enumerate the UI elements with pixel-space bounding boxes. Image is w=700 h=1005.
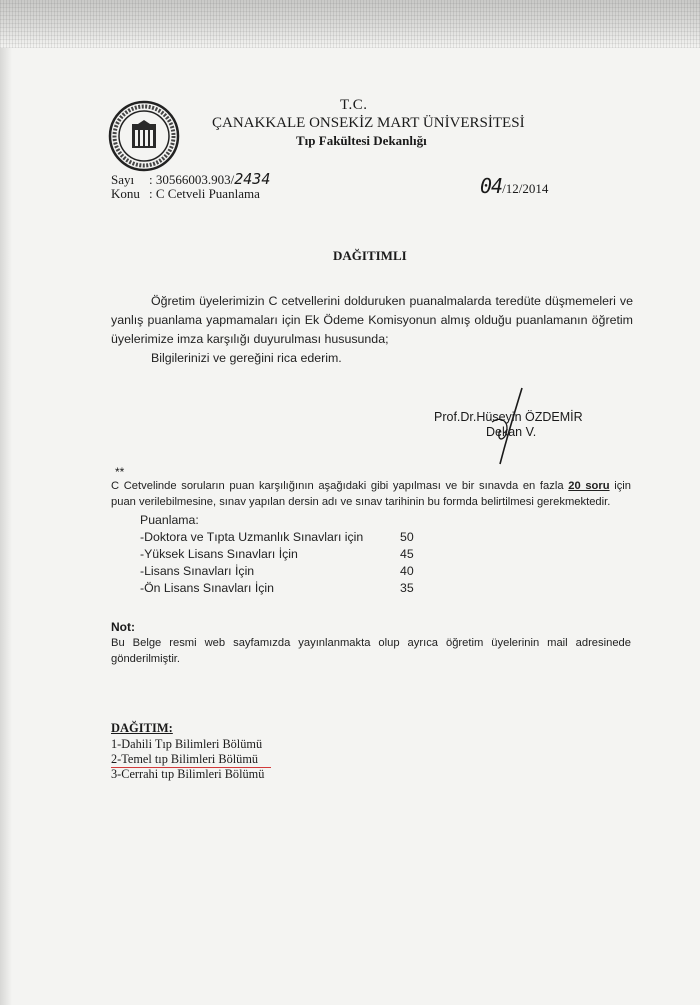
scan-noise-top <box>0 0 700 48</box>
score-name: -Doktora ve Tıpta Uzmanlık Sınavları için <box>140 530 364 544</box>
score-row <box>140 546 440 563</box>
scoring-label: Puanlama: <box>140 513 199 527</box>
list-item-text: 2-Temel tıp Bilimleri Bölümü <box>111 752 259 766</box>
document-title: DAĞITIMLI <box>333 248 407 263</box>
not-text: Bu Belge resmi web sayfamızda yayınlanmakta olup ayrıca öğretim üyelerinin mail adresinede gönderilmiştir. <box>111 637 631 665</box>
score-name: -Yüksek Lisans Sınavları İçin <box>140 547 298 561</box>
score-name: -Ön Lisans Sınavları İçin <box>140 581 274 595</box>
dagitim-label: DAĞITIM: <box>111 721 173 735</box>
score-value: 50 <box>400 530 414 544</box>
list-item: 3-Cerrahi tıp Bilimleri Bölümü <box>111 767 265 781</box>
sayi-handwritten: 2434 <box>234 170 271 188</box>
header-university: ÇANAKKALE ONSEKİZ MART ÜNİVERSİTESİ <box>212 115 525 131</box>
signatory-name: Prof.Dr.Hüseyin ÖZDEMİR <box>434 410 583 424</box>
score-value: 45 <box>400 547 414 561</box>
score-value: 40 <box>400 564 414 578</box>
note-text-after: için puan verilebilmesine, sınav yapılan dersin adı ve sınav tarihinin bu formda belirtilmesi gerekmektedir. <box>111 480 631 508</box>
list-item: 1-Dahili Tıp Bilimleri Bölümü <box>111 737 263 751</box>
note-stars: ** <box>115 465 125 479</box>
konu-value: : C Cetveli Puanlama <box>149 186 260 201</box>
header-faculty: Tıp Fakültesi Dekanlığı <box>296 133 427 148</box>
score-row <box>140 580 440 597</box>
score-row <box>140 563 440 580</box>
score-value: 35 <box>400 581 414 595</box>
document-date <box>480 174 548 198</box>
sayi-label: Sayı <box>111 172 135 187</box>
note-text-bold: 20 soru <box>568 480 610 492</box>
signatory-title: Dekan V. <box>486 425 537 439</box>
konu-label: Konu <box>111 186 140 201</box>
header-tc: T.C. <box>340 97 368 113</box>
dagitim-list <box>111 737 264 782</box>
date-handwritten: 04 <box>480 174 503 198</box>
score-row <box>140 529 440 546</box>
c-cetveli-note <box>111 478 631 510</box>
sayi-value: : 30566003.903/ <box>149 172 235 187</box>
body-paragraph-2: Bilgilerinizi ve gereğini rica ederim. <box>151 351 342 365</box>
scan-noise-left <box>0 48 12 1005</box>
meta-konu <box>111 186 260 202</box>
score-name: -Lisans Sınavları İçin <box>140 564 255 578</box>
not-label: Not: <box>111 620 135 634</box>
note-text-before: C Cetvelinde soruların puan karşılığının aşağıdaki gibi yapılması ve bir sınavda en fazla <box>111 480 569 492</box>
scoring-block <box>140 512 440 597</box>
university-seal-icon <box>108 100 180 172</box>
body-paragraph-1: Öğretim üyelerimizin C cetvellerini dolduruken puanalmalarda teredüte düşmemeleri ve yanlış puanlama yapmamaları için Ek Ödeme Komisyonun almış olduğu puanlamanın öğretim üyelerimize imza karşılığı duyurulması hususunda; <box>111 294 633 346</box>
list-item-highlighted <box>111 752 264 767</box>
date-rest: /12/2014 <box>502 181 549 196</box>
